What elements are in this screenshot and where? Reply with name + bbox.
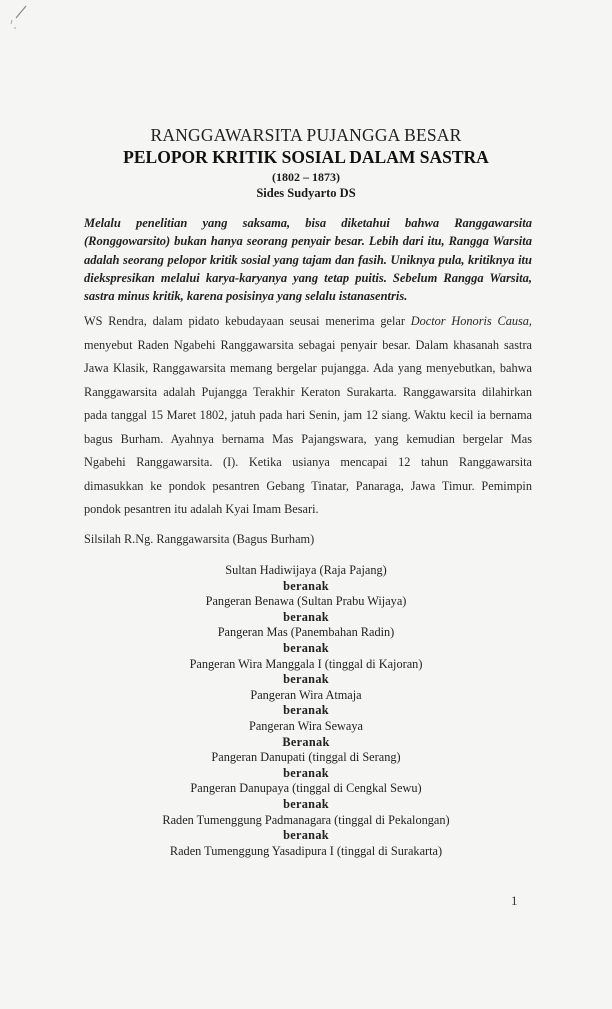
genealogy-list: [0, 563, 612, 859]
ancestor-name: Raden Tumenggung Yasadipura I (tinggal di Surakarta): [169, 843, 443, 858]
body-line: Jawa Klasik, Ranggawarsita memang bergelar pujangga. Ada yang menyebutkan, bahwa: [84, 361, 532, 375]
ancestor-name: Raden Tumenggung Padmanagara (tinggal di Pekalongan): [162, 812, 450, 827]
ancestor-name: Pangeran Danupaya (tinggal di Cengkal Sewu): [190, 781, 422, 796]
silsilah-label: Silsilah R.Ng. Ranggawarsita (Bagus Burham): [84, 532, 315, 546]
relation-label: beranak: [283, 672, 329, 687]
abstract-line: (Ronggowarsito) bukan hanya seorang penyair besar. Lebih dari itu, Rangga Warsita: [84, 234, 532, 249]
abstract-line: Melalu penelitian yang saksama, bisa diketahui bahwa Ranggawarsita: [84, 216, 532, 230]
title-line-1: RANGGAWARSITA PUJANGGA BESAR: [150, 125, 462, 145]
body-line-text: WS Rendra, dalam pidato kebudayaan seusai menerima gelar: [84, 314, 411, 328]
body-line: pada tanggal 15 Maret 1802, jatuh pada hari Senin, jam 12 siang. Waktu kecil ia bernama: [84, 408, 532, 422]
relation-label: beranak: [283, 578, 329, 593]
pen-stroke-mark: [6, 2, 34, 32]
relation-label: beranak: [283, 640, 329, 655]
body-line: pondok pesantren itu adalah Kyai Imam Besari.: [84, 502, 319, 516]
relation-label: beranak: [283, 703, 329, 718]
relation-label: beranak: [283, 609, 329, 624]
abstract-line: adalah seorang pelopor kritik sosial yang tajam dan fasih. Uniknya pula, kritiknya itu: [84, 252, 532, 267]
body-line-emphasis: Doctor Honoris Causa: [410, 314, 529, 328]
relation-label: beranak: [283, 765, 329, 780]
body-paragraph: [84, 310, 532, 522]
body-line: menyebut Raden Ngabehi Ranggawarsita sebagai penyair besar. Dalam khasanah sastra: [84, 337, 532, 352]
title-line-2: PELOPOR KRITIK SOSIAL DALAM SASTRA: [123, 147, 489, 167]
relation-label: beranak: [283, 828, 329, 843]
body-line-text: ,: [528, 314, 532, 328]
ancestor-name: Pangeran Danupati (tinggal di Serang): [211, 750, 401, 765]
ancestor-name: Pangeran Wira Manggala I (tinggal di Kajoran): [189, 656, 423, 671]
ancestor-name: Pangeran Wira Sewaya: [248, 718, 363, 733]
page-number: 1: [511, 893, 518, 908]
abstract-line: sastra minus kritik, karena posisinya yang selalu istanasentris.: [84, 289, 408, 304]
life-years: (1802 – 1873): [272, 170, 340, 184]
body-line: [84, 310, 532, 334]
abstract-line: diekspresikan melalui karya-karyanya yang tetap puitis. Sebelum Rangga Warsita,: [84, 270, 532, 285]
body-line: dimasukkan ke pondok pesantren Gebang Tinatar, Panaraga, Jawa Timur. Pemimpin: [84, 478, 532, 493]
ancestor-name: Pangeran Mas (Panembahan Radin): [217, 625, 395, 640]
title-block: [0, 124, 612, 202]
body-line: bagus Burham. Ayahnya bernama Mas Pajangswara, yang kemudian bergelar Mas: [84, 431, 532, 446]
abstract: [84, 214, 532, 305]
relation-label: Beranak: [282, 734, 330, 749]
ancestor-name: Pangeran Benawa (Sultan Prabu Wijaya): [205, 594, 407, 609]
relation-label: beranak: [283, 796, 329, 811]
body-line: Ngabehi Ranggawarsita. (I). Ketika usianya mencapai 12 tahun Ranggawarsita: [84, 455, 532, 469]
author-name: Sides Sudyarto DS: [256, 186, 356, 200]
body-line: Ranggawarsita adalah Pujangga Terakhir Keraton Surakarta. Ranggawarsita dilahirkan: [84, 384, 532, 399]
ancestor-name: Pangeran Wira Atmaja: [250, 687, 362, 702]
ancestor-name: Sultan Hadiwijaya (Raja Pajang): [225, 563, 387, 577]
